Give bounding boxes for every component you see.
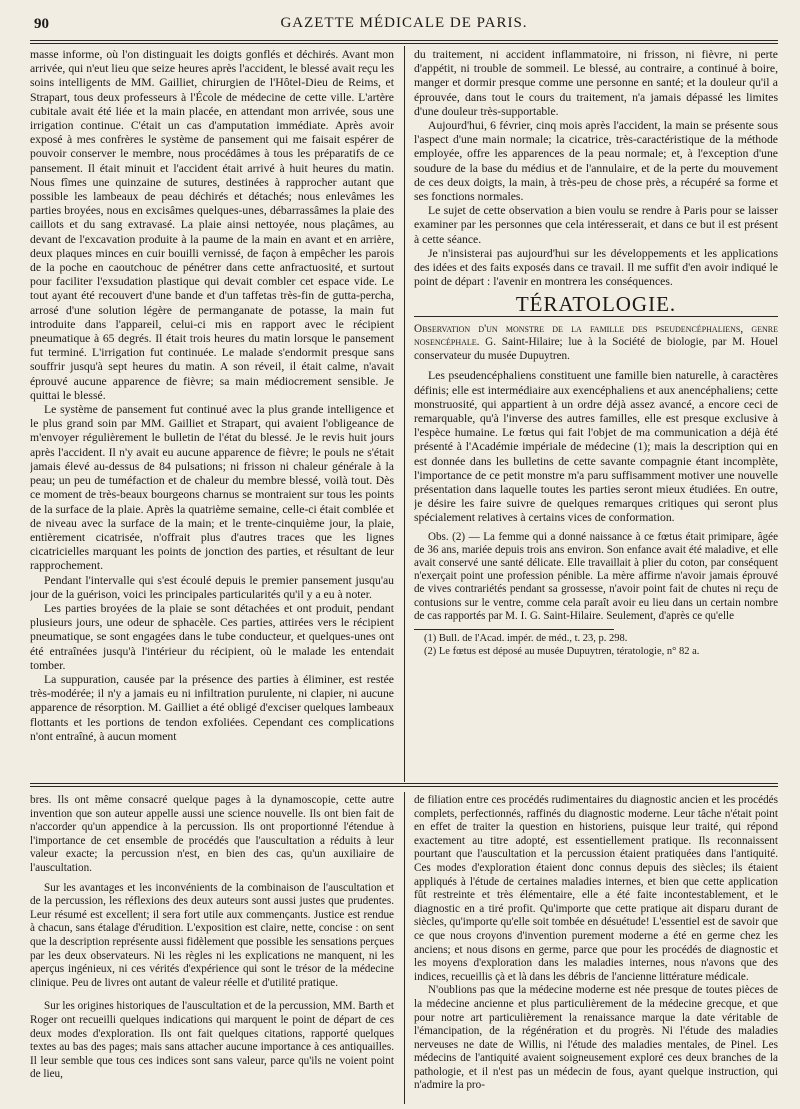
subtitle-rest: G. Saint-Hilaire; lue à la Société de biologie, par M. Houel conservateur du musée Dupuytren. [414, 336, 778, 362]
paragraph: Sur les origines historiques de l'auscultation et de la percussion, MM. Barth et Roger ont recueilli quelques indications qui marquent le point de départ de ces deux modes d'exploration. Ils ont fait quelques citations, rapporté quelques textes au bas des pages; mais sans attacher aucune importance à ces antiquailles. Il leur semble que tous ces indices sont sans valeur, parce qu'ils ne voient point de lieu, [30, 1000, 394, 1081]
paragraph: La suppuration, causée par la présence des parties à éliminer, est restée très-modérée; il n'y a jamais eu ni infiltration purulente, ni clapier, ni aucune apparence de résorption. M. Gailliet a été obligé d'exciser quelques lambeaux flottants et les portions de tendon exfoliées. Cependant ces complications n'ont entraîné, à aucun moment [30, 672, 394, 743]
page-header [30, 10, 778, 38]
section-divider-rule [30, 783, 778, 784]
paragraph: masse informe, où l'on distinguait les doigts gonflés et déchirés. Avant mon arrivée, qui n'eut lieu que seize heures après l'accident, le blessé avait reçu les soins intelligents de MM. Gailliet, chirurgien de l'Hôtel-Dieu de Reims, et Strapart, tous deux professeurs à l'École de médecine de cette ville. L'artère cubitale avait été liée et la main placée, en attendant mon arrivée, sous une irrigation continue. C'était un cas d'amputation immédiate. Après avoir exposé à mes confrères le système de pansement qui me faisait espérer de pouvoir conserver le membre, nous procédâmes à tous les préparatifs de ce pansement. Il était minuit et l'accident était arrivé à huit heures du matin. Nous fîmes une quinzaine de sutures, destinées à rapprocher autant que possible les lambeaux de peau déchirés et détachés; nous enlevâmes les parties broyées, nous en excisâmes quelques-unes, débarrassâmes la plaie des caillots et du sang extravasé. La plaie ainsi nettoyée, nous plaçâmes, au devant de l'excavation produite à la paume de la main en avant et en arrière, deux plaques minces en cuir bouilli vernissé, de façon à empêcher les parois de la poche en caoutchouc de pénétrer dans cette anfractuosité, et surtout pour faciliter l'exsudation plastique qui devait combler cet espace vide. Le tout ayant été recouvert d'une bande et d'un taffetas très-fin de gutta-percha, arrosé d'une solution légère de permanganate de potasse, la main fut introduite dans l'appareil, celui-ci mis en rapport avec le récipient pneumatique à 65 degrés. Il était trois heures du matin lorsque le pansement fut terminé. L'irrigation fut continuée. Le malade s'endormit presque sans souffrir jusqu'à sept heures du matin. A son réveil, il était calme, n'avait éprouvé aucune apparence de fièvre; sa main médiocrement sensible. Je quittai le blessé. [30, 48, 394, 402]
paragraph: Les pseudencéphaliens constituent une famille bien naturelle, à caractères définis; elle est intermédiaire aux exencéphaliens et aux anencéphaliens; cette monstruosité, qui appartient à un ordre déjà assez avancé, a encore ceci de remarquable, qu'à l'inverse des autres familles, elle est presque exclusive à l'espèce humaine. Le fœtus qui fait l'objet de ma communication a déjà été présenté à l'Académie impériale de médecine (1); mais la description qui en est donnée dans les bulletins de cette savante compagnie étant incomplète, l'importance de ce petit monstre m'a paru suffisamment motiver une nouvelle présentation dans laquelle toutes les parties seront mieux étudiées. En outre, je désire les faire suivre de quelques remarques critiques qui seront plus spécialement relatives à certains vices de conformation. [414, 369, 778, 525]
lower-left-column [30, 794, 394, 1104]
paragraph: Pendant l'intervalle qui s'est écoulé depuis le premier pansement jusqu'au jour de la guérison, voici les principales particularités qu'il y a eu à noter. [30, 573, 394, 601]
paragraph: N'oublions pas que la médecine moderne est née presque de toutes pièces de la médecine ancienne et plus particulièrement de la médecine grecque, et que pour notre art particulièrement la renaissance marque la date véritable de l'émancipation, de la régénération et du progrès. Ni l'étude des maladies nerveuses ne date de Willis, ni l'étude des maladies mentales, de Pinel. Les médecins de l'antiquité avaient soigneusement exploré ces deux branches de la pathologie, et il n'est pas un médecin de fous, ayant quelque instruction, qui n'admire la pro- [414, 984, 778, 1092]
section-divider-rule-thin [30, 786, 778, 787]
paragraph: du traitement, ni accident inflammatoire, ni frisson, ni fièvre, ni perte d'appétit, ni trouble de sommeil. Le blessé, au contraire, a continué à boire, manger et dormir presque comme une personne en santé; et la douleur qu'il a éprouvée, dans tout le cours du traitement, n'a jamais dépassé les limites d'une douleur très-supportable. [414, 48, 778, 118]
upper-right-column [414, 48, 778, 781]
paragraph: Sur les avantages et les inconvénients de la combinaison de l'auscultation et de la percussion, les réflexions des deux auteurs sont aussi justes que prudentes. Leur résumé est excellent; il sera fort utile aux commençants. Justice est rendue à chacun, sans étalage d'érudition. L'exposition est claire, nette, concise : on sent que la description représente aussi fidèlement que possible les sensations perçues par les deux observateurs. Ni les règles ni les explications ne manquent, ni les aperçus ingénieux, ni ces vérités d'expérience qui sont le trésor de la médecine clinique. Peu de livres ont autant de valeur réelle et d'utilité pratique. [30, 881, 394, 989]
column-divider-upper [404, 46, 405, 782]
paragraph: Le système de pansement fut continué avec la plus grande intelligence et le plus grand soin par MM. Gailliet et Strapart, qui avaient l'obligeance de m'envoyer régulièrement le bulletin de l'état du blessé. Je le revis huit jours après l'accident. Il n'y avait eu aucune apparence de fièvre; le pouls ne s'était jamais élevé au-dessus de 84 pulsations; ni frisson ni chaleur générale à la peau; un peu de tuméfaction et de chaleur du membre blessé, voilà tout. Dès ce moment de très-beaux bourgeons charnus se montraient sur tous les points de la surface de la plaie. Après la quatrième semaine, celle-ci était comblée et de niveau avec la surface de la main; et le trente-cinquième jour, la plaie, entièrement cicatrisée, n'offrait plus d'autres traces que les lignes cicatricielles marquant les points de jonction des parties, et résultant de leur rapprochement. [30, 403, 394, 573]
header-rule-thin [30, 43, 778, 44]
paragraph: Le sujet de cette observation a bien voulu se rendre à Paris pour se laisser examiner par les personnes que cela intéresserait, et dans ce but il est présent à cette séance. [414, 204, 778, 246]
journal-title: GAZETTE MÉDICALE DE PARIS. [280, 15, 528, 31]
upper-left-column [30, 48, 394, 781]
lower-right-column [414, 794, 778, 1104]
footnote: (1) Bull. de l'Acad. impér. de méd., t. 23, p. 298. [424, 633, 628, 645]
paragraph: de filiation entre ces procédés rudimentaires du diagnostic ancien et les procédés complets, perfectionnés, raffinés du diagnostic moderne. Leur tâche n'était point en effet de traiter la question en historiens, puisque leur traité, qui répond exactement au titre adopté, est essentiellement pratique. Ils reconnaissent pourtant que l'auscultation et la percussion étaient pratiquées dans l'antiquité. Ces modes d'exploration étaient donc connus depuis des siècles; ils étaient appliqués à l'étude de certaines maladies internes, et bien que cette application fût restreinte et très élémentaire, elle a été faite incontestablement, et le diagnostic en a tiré profit. Qu'importe que cette pratique ait disparu durant de siècles, qu'importe qu'elle soit tombée en désuétude! L'essentiel est de savoir que ce que nous croyons d'invention purement moderne a été en germe chez les anciens; et nous disons en germe, parce que pour les procédés de diagnostic et les moyens d'exploration dans les maladies internes, nous n'avons que des indices, recueillis çà et là dans les débris de l'ancienne littérature médicale. [414, 794, 778, 983]
header-rule [30, 40, 778, 41]
footnote-rule [414, 629, 614, 630]
paragraph: Je n'insisterai pas aujourd'hui sur les développements et les applications des idées et des faits exposés dans ce travail. Il me suffit d'en avoir indiqué le point de départ : l'avenir en montrera les conséquences. [414, 246, 778, 289]
observation-paragraph: Obs. (2) — La femme qui a donné naissance à ce fœtus était primipare, âgée de 36 ans, mariée depuis trois ans environ. Son enfance avait été maladive, et elle avait conservé une santé délicate. Elle travaillait à plier du coton, par conséquent n'exerçait point une profession pénible. La mère affirme n'avoir jamais éprouvé de vives contrariétés pendant sa grossesse, n'avoir point fait de chutes ni reçu de contusions sur le ventre, comme cela paraît avoir eu lieu dans un certain nombre de cas rapportés par M. I. G. Saint-Hilaire. Seulement, d'après ce qu'elle [414, 530, 778, 622]
subtitle-caps: Observation d'un monstre de la famille des pseudencéphaliens, genre nosencéphale. [414, 322, 778, 349]
page-number: 90 [34, 16, 49, 32]
paragraph: Les parties broyées de la plaie se sont détachées et ont produit, pendant plusieurs jours, une odeur de sphacèle. Ces parties, attirées vers le récipient pneumatique, se sont engagées dans le tube conducteur, et quelques-unes ont été entraînées jusqu'à l'intérieur du récipient, où le malade les entendait tomber. [30, 601, 394, 672]
footnote: (2) Le fœtus est déposé au musée Dupuytren, tératologie, n° 82 a. [424, 645, 700, 657]
section-heading: TÉRATOLOGIE. [414, 297, 778, 316]
paragraph: bres. Ils ont même consacré quelque pages à la dynamoscopie, cette autre invention que son auteur appelle aussi une science nouvelle. Ils ont bien fait de n'accorder qu'un appendice à la percussion. Ils ont proportionné l'étendue à l'importance de cet ensemble de procédés que l'auscultation a réduits à leur valeur exacte; la percussion n'est, en bien des cas, qu'un auxiliaire de l'auscultation. [30, 794, 394, 874]
article-subtitle [414, 323, 778, 364]
paragraph: Aujourd'hui, 6 février, cinq mois après l'accident, la main se présente sous l'aspect d'une main normale; la cicatrice, très-caractéristique de la méthode employée, offre les apparences de la peau normale; et, à l'exception d'une soudure de la base du médius et de l'annulaire, et de la perte du mouvement de ces deux doigts, la main, à très-peu de chose près, a récupéré sa forme et ses fonctions normales. [414, 119, 778, 204]
column-divider-lower [404, 792, 405, 1104]
